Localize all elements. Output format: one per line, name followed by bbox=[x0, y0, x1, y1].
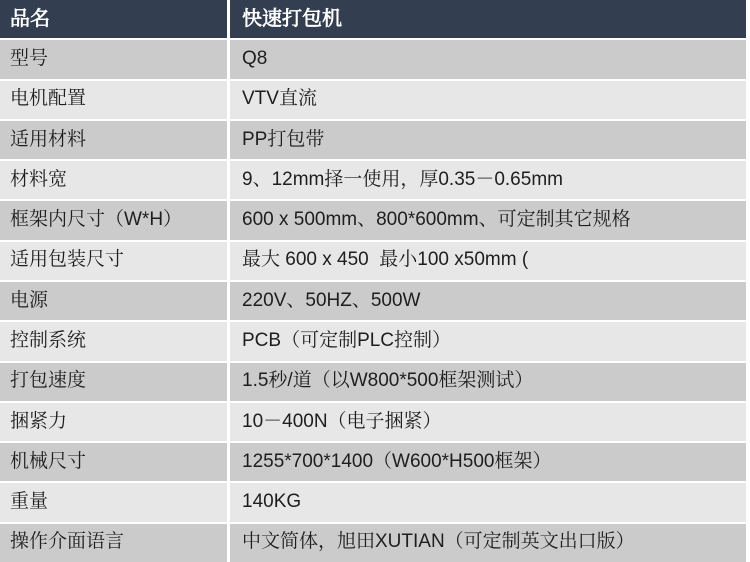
table-row-material-width bbox=[0, 161, 746, 199]
row-label: 机械尺寸 bbox=[0, 443, 227, 481]
row-value: 中文简体，旭田XUTIAN（可定制英文出口版） bbox=[230, 524, 746, 562]
table-row-tension-force bbox=[0, 403, 746, 441]
table-row-material bbox=[0, 121, 746, 159]
row-value: Q8 bbox=[230, 40, 746, 78]
table-row-model bbox=[0, 40, 746, 78]
row-label: 操作介面语言 bbox=[0, 524, 227, 562]
row-label: 材料宽 bbox=[0, 161, 227, 199]
row-value: 10－400N（电子捆紧） bbox=[230, 403, 746, 441]
table-row-interface-language bbox=[0, 524, 746, 562]
row-value: VTV直流 bbox=[230, 81, 746, 119]
row-value: 9、12mm择一使用，厚0.35－0.65mm bbox=[230, 161, 746, 199]
row-label: 框架内尺寸（W*H） bbox=[0, 201, 227, 239]
row-label: 适用包装尺寸 bbox=[0, 242, 227, 280]
table-row-control-system bbox=[0, 322, 746, 360]
table-row-weight bbox=[0, 483, 746, 521]
table-row-frame-inner-size bbox=[0, 201, 746, 239]
row-label: 打包速度 bbox=[0, 363, 227, 401]
row-value: 220V、50HZ、500W bbox=[230, 282, 746, 320]
row-label: 电机配置 bbox=[0, 81, 227, 119]
row-value: 最大 600 x 450 最小100 x50mm ( bbox=[230, 242, 746, 280]
row-label: 控制系统 bbox=[0, 322, 227, 360]
row-value: PCB（可定制PLC控制） bbox=[230, 322, 746, 360]
row-value: 600 x 500mm、800*600mm、可定制其它规格 bbox=[230, 201, 746, 239]
table-row-motor-config bbox=[0, 81, 746, 119]
row-value: 1.5秒/道（以W800*500框架测试） bbox=[230, 363, 746, 401]
row-label: 捆紧力 bbox=[0, 403, 227, 441]
row-label: 电源 bbox=[0, 282, 227, 320]
header-product-name-label: 品名 bbox=[0, 0, 227, 38]
row-label: 型号 bbox=[0, 40, 227, 78]
row-label: 重量 bbox=[0, 483, 227, 521]
row-value: 1255*700*1400（W600*H500框架） bbox=[230, 443, 746, 481]
row-label: 适用材料 bbox=[0, 121, 227, 159]
header-product-name-value: 快速打包机 bbox=[230, 0, 746, 38]
table-row-machine-size bbox=[0, 443, 746, 481]
table-row-package-size bbox=[0, 242, 746, 280]
row-value: 140KG bbox=[230, 483, 746, 521]
row-value: PP打包带 bbox=[230, 121, 746, 159]
table-row-strapping-speed bbox=[0, 363, 746, 401]
table-row-power bbox=[0, 282, 746, 320]
table-header-row bbox=[0, 0, 746, 38]
